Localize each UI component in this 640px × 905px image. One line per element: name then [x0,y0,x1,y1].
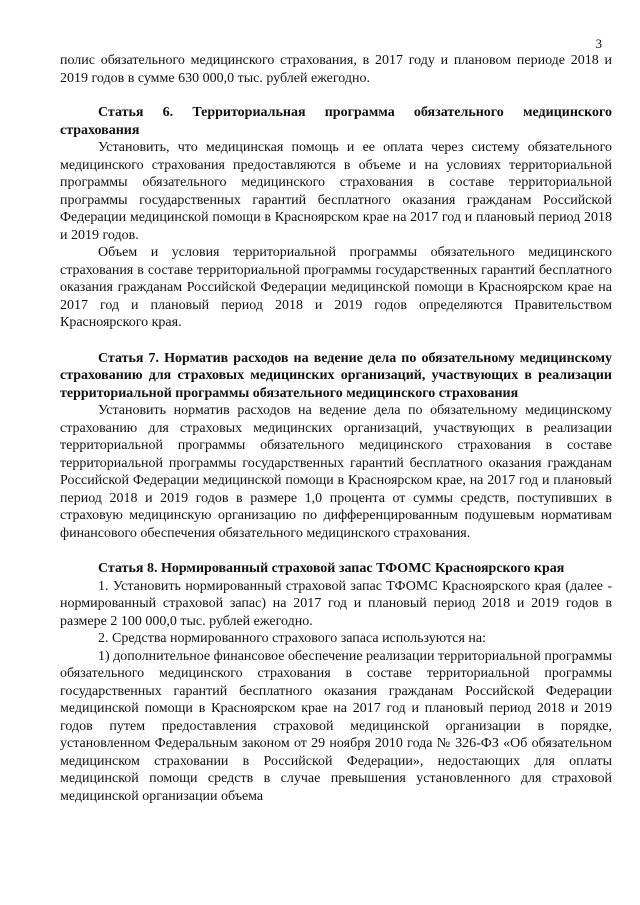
article-6 [60,104,612,332]
article-7 [60,350,612,543]
article-7-paragraph-1: Установить норматив расходов на ведение дела по обязательному медицинскому страхованию для страховых медицинских организаций, участвующих в реализации территориальной программы обязательного медицинского страхования в составе территориальной программы государственных гарантий бесплатного оказания гражданам Российской Федерации медицинской помощи в Красноярском крае, на 2017 год и плановый период 2018 и 2019 годов в размере 1,0 процента от суммы средств, поступивших в страховую медицинскую организацию по дифференцированным подушевым нормативам финансового обеспечения обязательного медицинского страхования. [60,403,612,541]
page-number: 3 [595,36,602,51]
article-8 [60,560,612,805]
document-body [60,52,612,805]
article-6-paragraph-1: Установить, что медицинская помощь и ее оплата через систему обязательного медицинского страхования предоставляются в объеме и на условиях территориальной программы обязательного медицинского страхования в составе территориальной программы государственных гарантий бесплатного оказания гражданам Российской Федерации медицинской помощи в Красноярском крае на 2017 год и плановый период 2018 и 2019 годов. [60,140,612,243]
article-8-paragraph-1: 1. Установить нормированный страховой запас ТФОМС Красноярского края (далее - нормированный страховой запас) на 2017 год и плановый период 2018 и 2019 годов в размере 2 100 000,0 тыс. рублей ежегодно. [60,578,612,629]
article-8-heading: Статья 8. Нормированный страховой запас ТФОМС Красноярского края [98,561,565,576]
article-6-heading: Статья 6. Территориальная программа обязательного медицинского страхования [60,105,612,138]
article-7-heading: Статья 7. Норматив расходов на ведение дела по обязательному медицинскому страхованию для страховых медицинских организаций, участвующих в реализации территориальной программы обязательного медицинского страхования [60,350,612,401]
article-8-paragraph-2: 2. Средства нормированного страхового запаса используются на: [98,631,487,646]
continuation-paragraph: полис обязательного медицинского страхования, в 2017 году и плановом периоде 2018 и 2019 годов в сумме 630 000,0 тыс. рублей ежегодно. [60,53,612,86]
article-6-paragraph-2: Объем и условия территориальной программы обязательного медицинского страхования в составе территориальной программы государственных гарантий бесплатного оказания гражданам Российской Федерации медицинской помощи в Красноярском крае на 2017 год и плановый период 2018 и 2019 годов определяются Правительством Красноярского края. [60,245,612,330]
article-8-paragraph-3: 1) дополнительное финансовое обеспечение реализации территориальной программы обязательного медицинского страхования в составе территориальной программы государственных гарантий бесплатного оказания гражданам Российской Федерации медицинской помощи в Красноярском крае на 2017 год и плановый период 2018 и 2019 годов путем предоставления страховой медицинской организации в порядке, установленном Федеральным законом от 29 ноября 2010 года № 326-ФЗ «Об обязательном медицинском страховании в Российской Федерации», недостающих для оплаты медицинской помощи средств в случае превышения установленного для страховой медицинской организации объема [60,648,612,804]
